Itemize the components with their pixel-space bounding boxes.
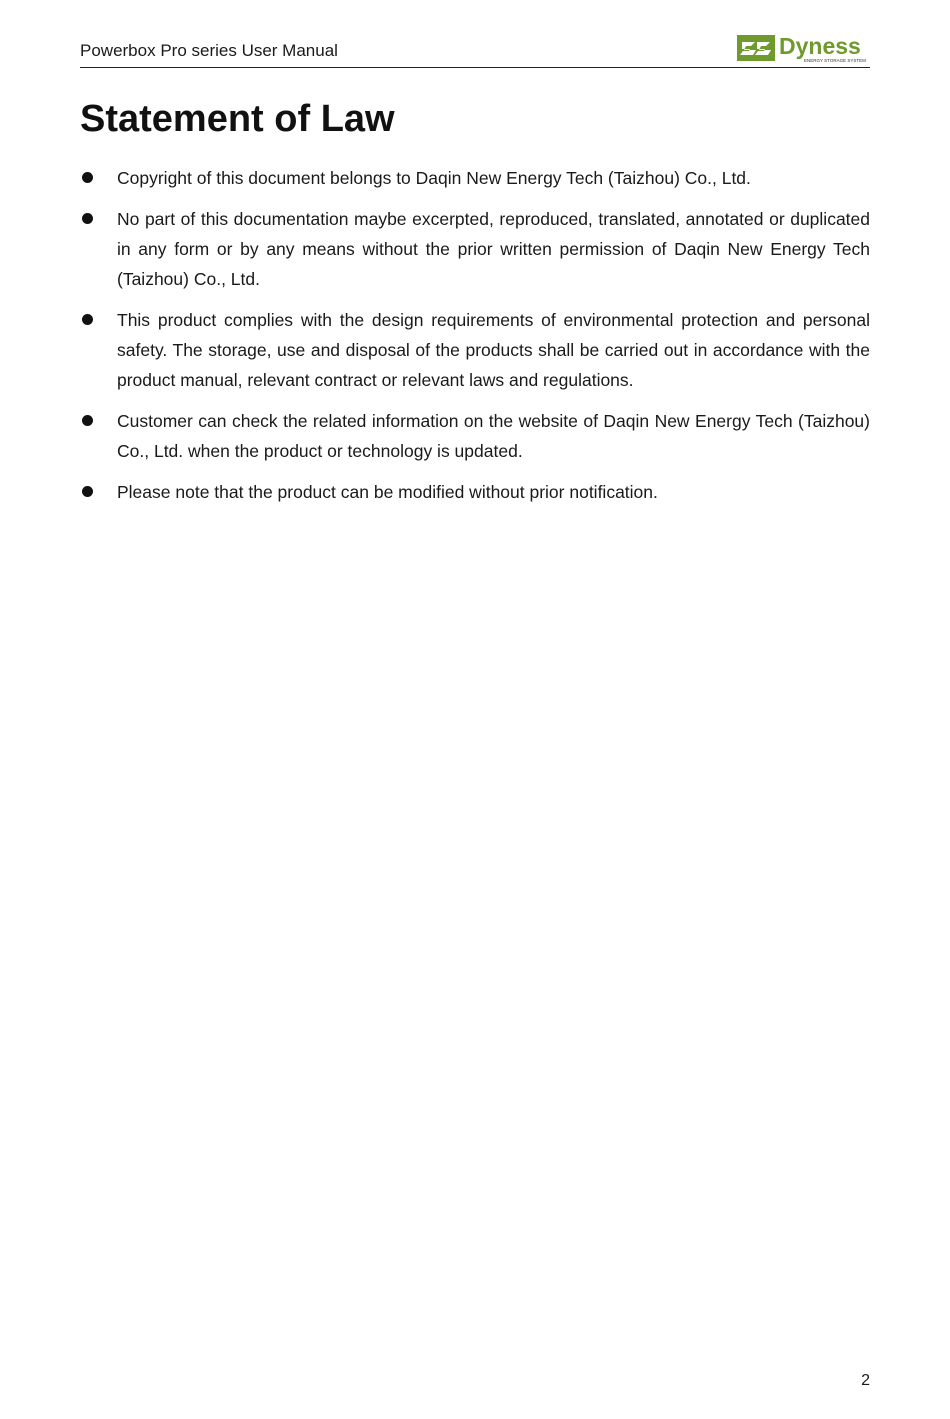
list-item-text: Customer can check the related information on the website of Daqin New Energy Tech (Taizhou) Co., Ltd. when the product or technology is updated. (117, 411, 870, 461)
page-number: 2 (861, 1372, 870, 1389)
bullet-icon (82, 415, 93, 426)
dyness-logo-icon (736, 32, 866, 64)
page-title: Statement of Law (80, 98, 395, 140)
logo-wordmark: Dyness (779, 33, 861, 59)
list-item (80, 163, 870, 193)
logo-mark (737, 35, 775, 61)
list-item (80, 406, 870, 466)
page-header (80, 30, 870, 68)
bullet-icon (82, 172, 93, 183)
statement-list (80, 163, 870, 518)
bullet-icon (82, 314, 93, 325)
logo-tagline: ENERGY STORAGE SYSTEM (804, 58, 866, 63)
list-item-text: This product complies with the design requirements of environmental protection and personal safety. The storage, use and disposal of the products shall be carried out in accordance with the product manual, relevant contract or relevant laws and regulations. (117, 310, 870, 390)
header-title: Powerbox Pro series User Manual (80, 41, 338, 60)
list-item-text: Please note that the product can be modified without prior notification. (117, 482, 658, 502)
bullet-icon (82, 486, 93, 497)
list-item (80, 305, 870, 395)
list-item (80, 204, 870, 294)
list-item (80, 477, 870, 507)
list-item-text: Copyright of this document belongs to Daqin New Energy Tech (Taizhou) Co., Ltd. (117, 168, 751, 188)
bullet-icon (82, 213, 93, 224)
list-item-text: No part of this documentation maybe excerpted, reproduced, translated, annotated or duplicated in any form or by any means without the prior written permission of Daqin New Energy Tech (Taizhou) Co., Ltd. (117, 209, 870, 289)
